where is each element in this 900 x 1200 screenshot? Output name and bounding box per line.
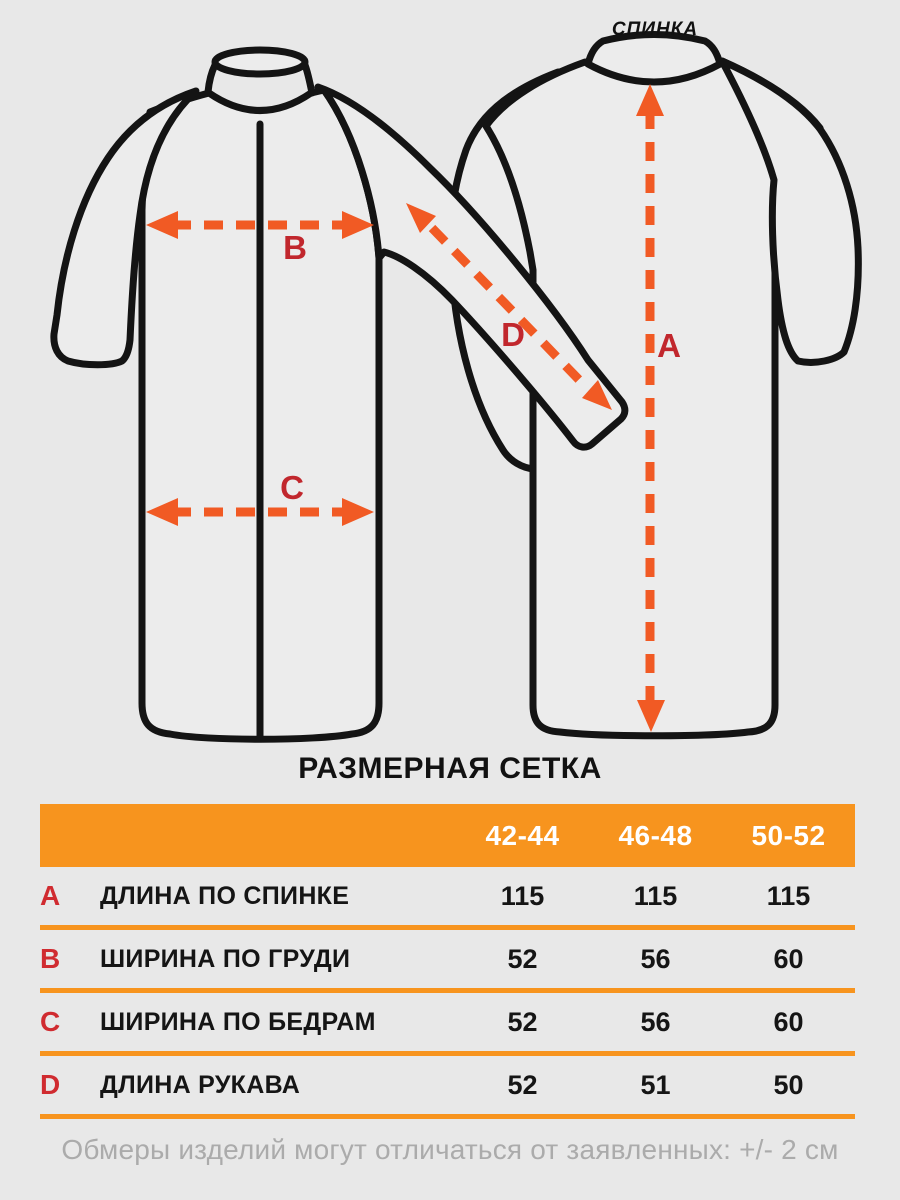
row-value: 52 xyxy=(507,1006,538,1037)
row-label: ДЛИНА ПО СПИНКЕ xyxy=(100,881,350,910)
row-value: 60 xyxy=(773,1006,804,1037)
size-table-rows xyxy=(40,867,855,1119)
tolerance-note: Обмеры изделий могут отличаться от заявленных: +/- 2 см xyxy=(61,1134,839,1165)
size-table xyxy=(40,804,855,1119)
row-letter: D xyxy=(40,1069,61,1100)
row-label: ШИРИНА ПО ГРУДИ xyxy=(100,944,351,973)
row-value: 115 xyxy=(633,880,678,911)
row-letter: B xyxy=(40,943,61,974)
table-row xyxy=(40,993,855,1056)
size-grid-title: РАЗМЕРНАЯ СЕТКА xyxy=(298,752,602,785)
row-value: 115 xyxy=(500,880,545,911)
measure-letter-d: D xyxy=(501,316,525,353)
row-value: 115 xyxy=(766,880,811,911)
row-value: 56 xyxy=(640,1006,671,1037)
row-value: 52 xyxy=(507,1069,538,1100)
size-table-header xyxy=(40,804,855,867)
row-value: 56 xyxy=(640,943,671,974)
front-garment-collar xyxy=(215,50,305,74)
measure-letter-c: C xyxy=(280,469,304,506)
size-column-1: 42-44 xyxy=(485,819,560,851)
measure-letter-a: A xyxy=(657,327,681,364)
table-row xyxy=(40,930,855,993)
row-letter: C xyxy=(40,1006,61,1037)
table-row xyxy=(40,1056,855,1119)
back-view-label: СПИНКА xyxy=(611,19,699,40)
measure-letter-b: B xyxy=(283,229,307,266)
row-label: ШИРИНА ПО БЕДРАМ xyxy=(100,1007,376,1036)
row-value: 52 xyxy=(507,943,538,974)
size-column-3: 50-52 xyxy=(751,819,826,851)
back-garment-collar xyxy=(588,35,720,83)
table-row xyxy=(40,867,855,930)
row-value: 50 xyxy=(773,1069,804,1100)
row-letter: A xyxy=(40,880,61,911)
row-label: ДЛИНА РУКАВА xyxy=(100,1070,301,1099)
size-column-2: 46-48 xyxy=(618,819,693,851)
row-value: 51 xyxy=(640,1069,671,1100)
row-value: 60 xyxy=(773,943,804,974)
